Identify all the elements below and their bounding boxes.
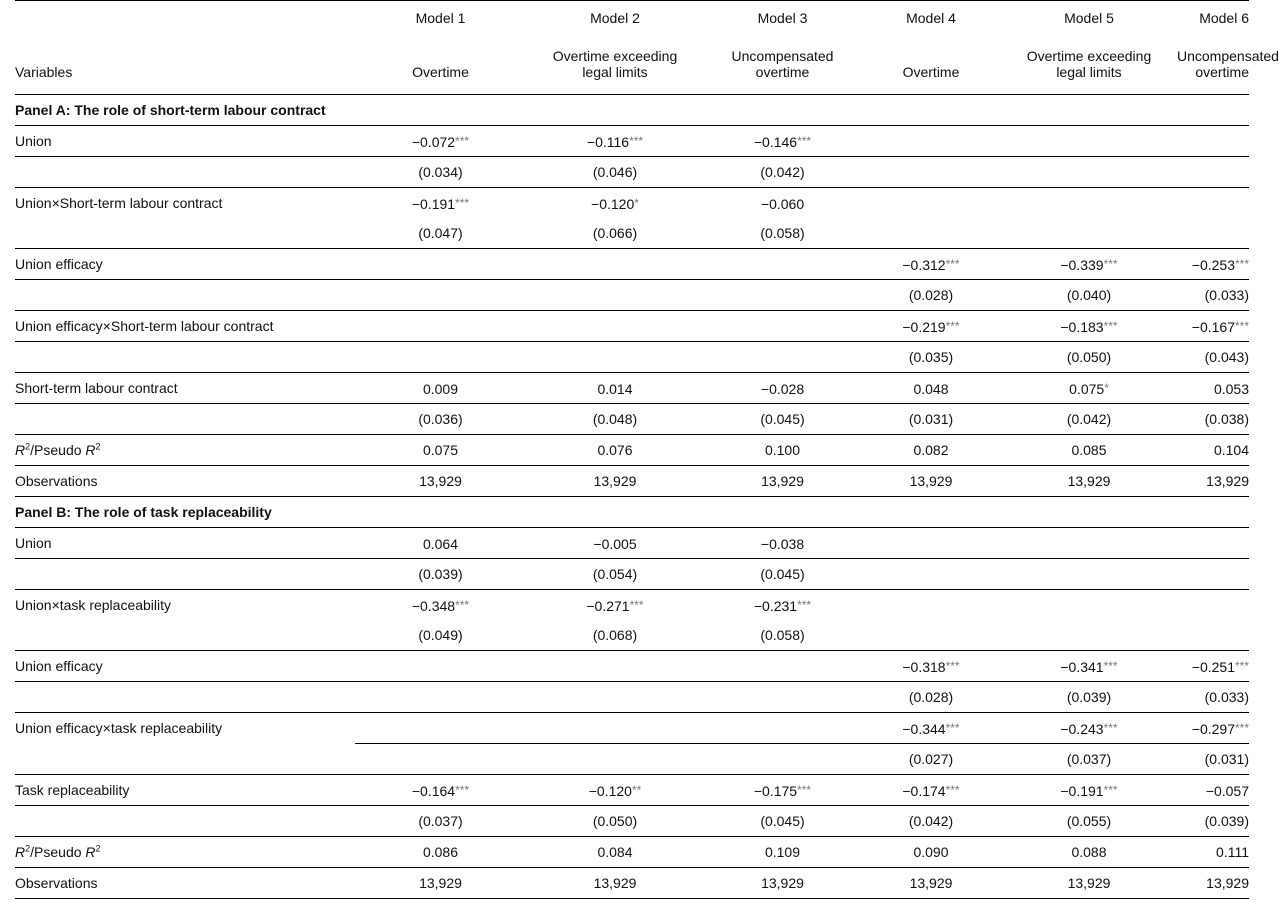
table-row	[15, 806, 1249, 837]
table-cell: 0.082	[861, 435, 1001, 466]
standard-error: (0.042)	[1001, 404, 1177, 435]
coefficient: −0.072***	[355, 126, 526, 157]
standard-error: (0.037)	[355, 806, 526, 837]
variable-label: $R^2$/Pseudo $R^2$	[15, 837, 355, 868]
table-row	[15, 528, 1249, 559]
table-row	[15, 311, 1249, 342]
standard-error: (0.033)	[1177, 280, 1249, 311]
table-row	[15, 620, 1249, 651]
variable-label: Observations	[15, 466, 355, 497]
variable-label: Union	[15, 126, 355, 157]
model-name: Model 5	[1001, 1, 1177, 35]
coefficient: −0.005	[526, 528, 704, 559]
standard-error: (0.054)	[526, 559, 704, 590]
coefficient: 0.009	[355, 373, 526, 404]
variable-label: $R^2$/Pseudo $R^2$	[15, 435, 355, 466]
dependent-variable: Uncompensated overtime	[1177, 48, 1279, 80]
standard-error: (0.068)	[592, 627, 638, 643]
variable-label: Union×task replaceability	[15, 590, 355, 621]
table-cell: 13,929	[861, 868, 1001, 899]
table-row	[15, 744, 1249, 775]
model-name: Model 2	[526, 1, 704, 35]
standard-error: (0.050)	[526, 806, 704, 837]
coefficient: −0.057	[1177, 775, 1249, 806]
standard-error: (0.039)	[1001, 682, 1177, 713]
standard-error: (0.048)	[526, 404, 704, 435]
standard-error: (0.050)	[1001, 342, 1177, 373]
table-cell: 0.086	[355, 837, 526, 868]
coefficient: −0.341***	[1001, 651, 1177, 682]
table-cell: 13,929	[1001, 868, 1177, 899]
table-row	[15, 559, 1249, 590]
coefficient: −0.253***	[1177, 249, 1249, 280]
dependent-variable: Uncompensated overtime	[731, 48, 834, 80]
variable-label: Union	[15, 528, 355, 559]
table-cell: 13,929	[1001, 466, 1177, 497]
standard-error: (0.036)	[355, 404, 526, 435]
standard-error: (0.045)	[704, 559, 861, 590]
table-cell: 0.104	[1177, 435, 1249, 466]
table-cell: 13,929	[1177, 466, 1249, 497]
table-cell: 0.090	[861, 837, 1001, 868]
table-row	[15, 249, 1249, 280]
table-cell: 13,929	[861, 466, 1001, 497]
table-cell: 0.075	[355, 435, 526, 466]
standard-error: (0.066)	[592, 225, 638, 241]
table-cell: 13,929	[704, 868, 861, 899]
panel-title: Panel B: The role of task replaceability	[15, 497, 1249, 528]
standard-error: (0.033)	[1177, 682, 1249, 713]
dependent-variable: Overtime	[412, 64, 469, 80]
standard-error: (0.058)	[760, 225, 805, 241]
coefficient: −0.164***	[355, 775, 526, 806]
variable-label: Union efficacy	[15, 249, 355, 280]
table-row	[15, 466, 1249, 497]
standard-error: (0.031)	[1177, 744, 1249, 775]
coefficient: −0.116***	[526, 126, 704, 157]
coefficient: −0.348***	[355, 590, 526, 621]
standard-error: (0.042)	[861, 806, 1001, 837]
coefficient: −0.344***	[861, 713, 1001, 744]
header-model-row	[15, 1, 1249, 35]
standard-error: (0.037)	[1001, 744, 1177, 775]
coefficient: 0.014	[526, 373, 704, 404]
model-name: Model 6	[1177, 1, 1249, 35]
variable-label: Union efficacy	[15, 651, 355, 682]
coefficient: −0.038	[704, 528, 861, 559]
table-cell: 13,929	[1177, 868, 1249, 899]
table-row	[15, 682, 1249, 713]
coefficient: −0.060	[704, 188, 861, 219]
table-row	[15, 157, 1249, 188]
coefficient: −0.219***	[861, 311, 1001, 342]
table-row	[15, 280, 1249, 311]
standard-error: (0.043)	[1177, 342, 1249, 373]
coefficient: 0.053	[1177, 373, 1249, 404]
standard-error: (0.039)	[1177, 806, 1249, 837]
standard-error: (0.038)	[1177, 404, 1249, 435]
coefficient: −0.167***	[1177, 311, 1249, 342]
coefficient: −0.191***	[1001, 775, 1177, 806]
panel-title: Panel A: The role of short-term labour contract	[15, 95, 1249, 126]
standard-error: (0.058)	[760, 627, 805, 643]
standard-error: (0.045)	[704, 806, 861, 837]
table-cell: 13,929	[355, 868, 526, 899]
coefficient: −0.175***	[704, 775, 861, 806]
header-dependent-row	[15, 34, 1249, 95]
standard-error: (0.045)	[704, 404, 861, 435]
table-row	[15, 651, 1249, 682]
dependent-variable: Overtime	[902, 64, 960, 80]
standard-error: (0.047)	[418, 225, 463, 241]
table-row	[15, 435, 1249, 466]
variable-label: Union×Short-term labour contract	[15, 188, 355, 219]
standard-error: (0.040)	[1001, 280, 1177, 311]
coefficient: −0.174***	[861, 775, 1001, 806]
coefficient: 0.064	[355, 528, 526, 559]
table-row	[15, 590, 1249, 621]
table-row	[15, 713, 1249, 744]
model-name: Model 3	[704, 1, 861, 35]
variable-label: Short-term labour contract	[15, 373, 355, 404]
variables-header: Variables	[15, 64, 73, 80]
table-cell: 0.111	[1177, 837, 1249, 868]
table-row	[15, 126, 1249, 157]
coefficient: −0.191***	[355, 188, 526, 219]
table-cell: 13,929	[526, 868, 704, 899]
table-cell: 13,929	[355, 466, 526, 497]
variable-label: Union efficacy×task replaceability	[15, 713, 355, 744]
standard-error: (0.031)	[861, 404, 1001, 435]
standard-error: (0.035)	[861, 342, 1001, 373]
table-cell: 0.084	[526, 837, 704, 868]
table-row	[15, 837, 1249, 868]
table-cell: 13,929	[526, 466, 704, 497]
coefficient: −0.028	[704, 373, 861, 404]
coefficient: −0.231***	[704, 590, 861, 621]
coefficient: −0.146***	[704, 126, 861, 157]
standard-error: (0.027)	[861, 744, 1001, 775]
table-row	[15, 342, 1249, 373]
coefficient: −0.120*	[526, 188, 704, 219]
table-cell: 0.088	[1001, 837, 1177, 868]
standard-error: (0.034)	[355, 157, 526, 188]
dependent-variable: Overtime exceeding legal limits	[552, 48, 678, 80]
standard-error: (0.028)	[861, 280, 1001, 311]
standard-error: (0.042)	[704, 157, 861, 188]
model-name: Model 4	[861, 1, 1001, 35]
panel-b-heading	[15, 497, 1249, 528]
table-row	[15, 868, 1249, 899]
table-cell: 0.085	[1001, 435, 1177, 466]
table-cell: 0.100	[704, 435, 861, 466]
dependent-variable: Overtime exceeding legal limits	[1026, 48, 1152, 80]
coefficient: −0.318***	[861, 651, 1001, 682]
variable-label: Observations	[15, 868, 355, 899]
coefficient: −0.271***	[526, 590, 704, 621]
panel-a-heading	[15, 95, 1249, 126]
standard-error: (0.039)	[355, 559, 526, 590]
table-cell: 0.076	[526, 435, 704, 466]
standard-error: (0.055)	[1001, 806, 1177, 837]
variable-label: Union efficacy×Short-term labour contract	[15, 311, 355, 342]
standard-error: (0.028)	[861, 682, 1001, 713]
table-row	[15, 188, 1249, 219]
table-row	[15, 775, 1249, 806]
regression-table	[15, 0, 1279, 899]
coefficient: −0.251***	[1177, 651, 1249, 682]
coefficient: −0.312***	[861, 249, 1001, 280]
coefficient: −0.183***	[1001, 311, 1177, 342]
table-row	[15, 404, 1249, 435]
standard-error: (0.046)	[526, 157, 704, 188]
table-row	[15, 218, 1249, 249]
variable-label: Task replaceability	[15, 775, 355, 806]
coefficient: −0.243***	[1001, 713, 1177, 744]
standard-error: (0.049)	[418, 627, 463, 643]
table-cell: 0.109	[704, 837, 861, 868]
coefficient: −0.339***	[1001, 249, 1177, 280]
coefficient: 0.048	[861, 373, 1001, 404]
model-name: Model 1	[355, 1, 526, 35]
table-row	[15, 373, 1249, 404]
coefficient: 0.075*	[1001, 373, 1177, 404]
coefficient: −0.120**	[526, 775, 704, 806]
coefficient: −0.297***	[1177, 713, 1249, 744]
table-cell: 13,929	[704, 466, 861, 497]
